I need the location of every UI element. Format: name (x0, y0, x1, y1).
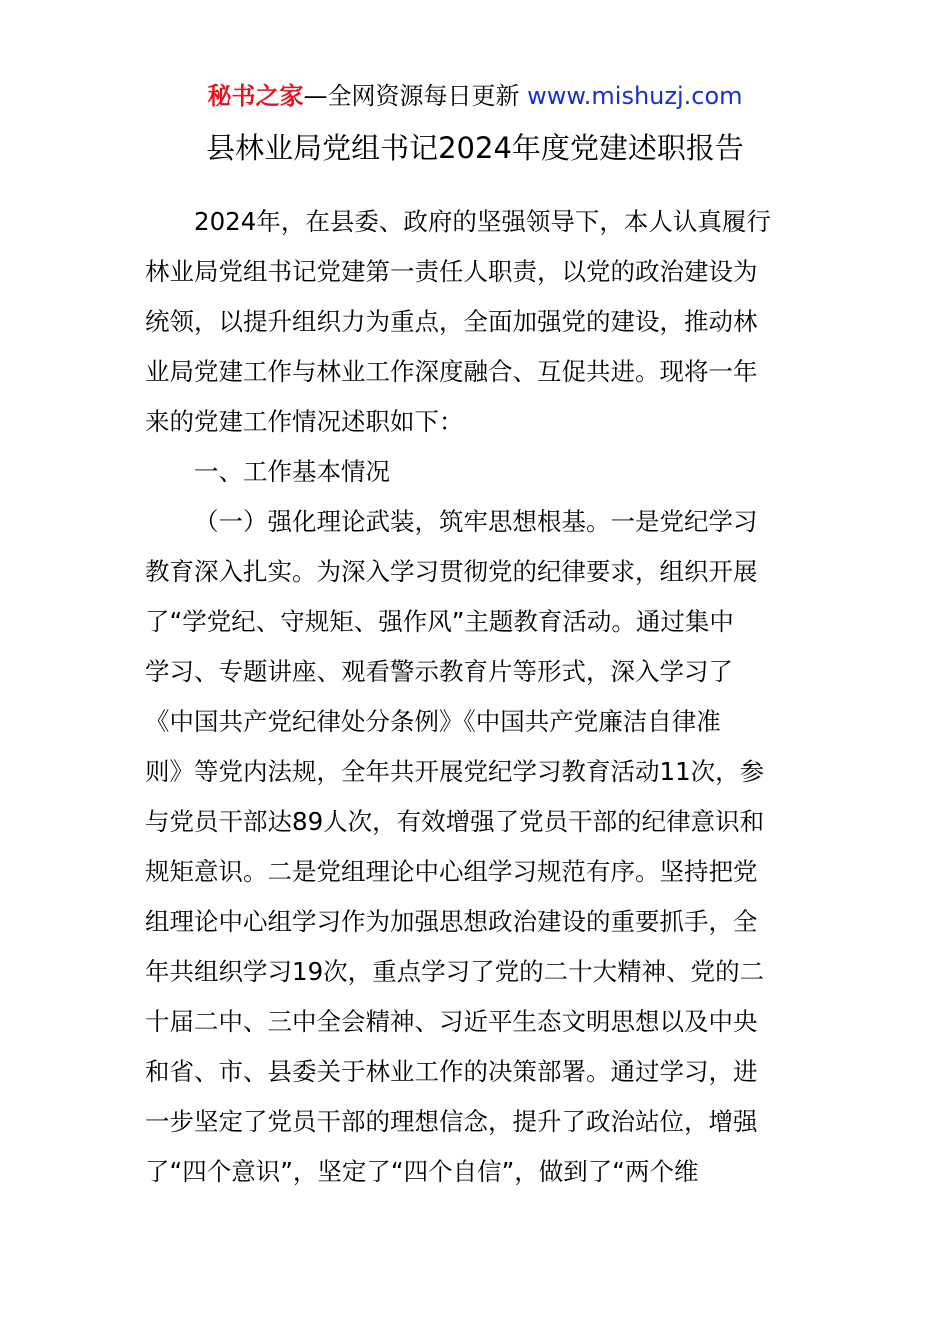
paragraph-line: 与党员干部达89人次，有效增强了党员干部的纪律意识和 (145, 807, 765, 836)
site-brand: 秘书之家 (207, 82, 304, 110)
paragraph-line: 《中国共产党纪律处分条例》《中国共产党廉洁自律准 (145, 707, 721, 736)
paragraph-line: 则》等党内法规，全年共开展党纪学习教育活动11次，参 (145, 757, 765, 786)
paragraph-line: 十届二中、三中全会精神、习近平生态文明思想以及中央 (145, 1007, 758, 1036)
section-heading: 一、工作基本情况 (194, 457, 390, 486)
paragraph-line: 一步坚定了党员干部的理想信念，提升了政治站位，增强 (145, 1107, 758, 1136)
paragraph-line: 学习、专题讲座、观看警示教育片等形式，深入学习了 (145, 657, 733, 686)
paragraph-line: 规矩意识。二是党组理论中心组学习规范有序。坚持把党 (145, 857, 758, 886)
paragraph-line: 来的党建工作情况述职如下： (145, 407, 464, 436)
document-title: 县林业局党组书记2024年度党建述职报告 (206, 131, 744, 165)
paragraph-line: 了“四个意识”，坚定了“四个自信”，做到了“两个维 (145, 1157, 699, 1186)
site-banner (0, 80, 950, 112)
paragraph-line: 组理论中心组学习作为加强思想政治建设的重要抓手，全 (145, 907, 758, 936)
paragraph-line: 了“学党纪、守规矩、强作风”主题教育活动。通过集中 (145, 607, 734, 636)
paragraph-line: 2024年，在县委、政府的坚强领导下，本人认真履行 (194, 207, 771, 236)
document-body (145, 197, 810, 1197)
site-tagline: —全网资源每日更新 (303, 82, 528, 110)
paragraph-line: 统领，以提升组织力为重点，全面加强党的建设，推动林 (145, 307, 758, 336)
paragraph-line: 和省、市、县委关于林业工作的决策部署。通过学习，进 (145, 1057, 758, 1086)
paragraph-line: 年共组织学习19次，重点学习了党的二十大精神、党的二 (145, 957, 765, 986)
site-url-link[interactable]: www.mishuzj.com (527, 82, 743, 110)
paragraph-line: 业局党建工作与林业工作深度融合、互促共进。现将一年 (145, 357, 758, 386)
paragraph-line: 教育深入扎实。为深入学习贯彻党的纪律要求，组织开展 (145, 557, 758, 586)
paragraph-line: 林业局党组书记党建第一责任人职责，以党的政治建设为 (145, 257, 758, 286)
paragraph-line: （一）强化理论武装，筑牢思想根基。一是党纪学习 (194, 507, 758, 536)
